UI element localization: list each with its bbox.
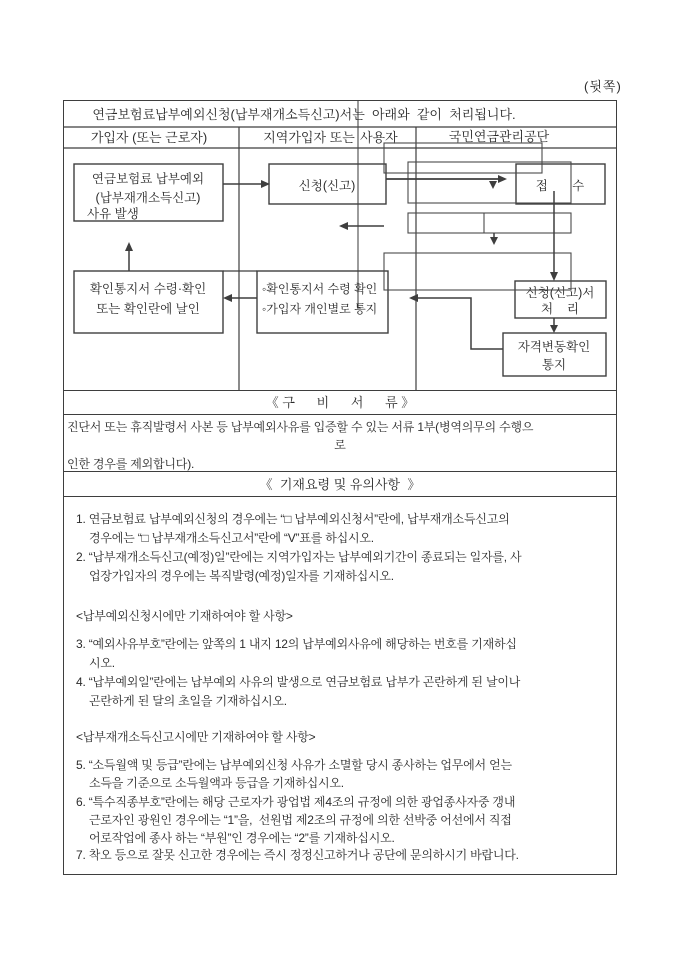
guideline-item-6-line2: 근로자인 광원인 경우에는 “1”을, 선원법 제2조의 규정에 의한 선박중 어선에서 직접 <box>89 813 512 827</box>
apply-label: 신청(신고) <box>298 179 356 193</box>
process-line1: 신청(신고)서 <box>525 286 595 300</box>
required-documents-heading: 《 구 비 서 류 》 <box>64 390 616 414</box>
flow-box-notice <box>257 271 388 333</box>
guideline-item-7-line1: 7. 착오 등으로 잘못 신고한 경우에는 즉시 정정신고하거나 공단에 문의하시기 바랍니다. <box>76 848 519 862</box>
column-header-insured: 가입자 (또는 근로자) <box>90 130 208 145</box>
guideline-item-6-line3: 어로작업에 종사 하는 “부원”인 경우에는 “2”를 기재하십시오. <box>89 831 395 845</box>
guideline-item-2-line1: 2. “납부재개소득신고(예정)일”란에는 지역가입자는 납부예외기간이 종료되는 일자를, 사 <box>76 550 522 564</box>
cause-line1: 연금보험료 납부예외 <box>91 172 205 186</box>
guidelines-body <box>64 496 616 875</box>
process-flowchart <box>64 101 616 390</box>
guideline-item-1-line1: 1. 연금보험료 납부예외신청의 경우에는 “□ 납부예외신청서”란에, 납부재개소득신고의 <box>76 512 510 526</box>
required-documents-line2: 로 <box>334 438 346 452</box>
required-documents-line3: 인한 경우를 제외합니다). <box>67 457 195 471</box>
flow-box-confirm <box>74 271 223 333</box>
arrow-apply-to-receive <box>386 175 507 189</box>
notice-line2: ◦가입자 개인별로 통지 <box>262 302 378 316</box>
guideline-item-6-line1: 6. “특수직종부호”란에는 해당 근로자가 광업법 제4조의 규정에 의한 광업종사자중 갱내 <box>76 795 516 809</box>
column-header-regional: 지역가입자 또는 <box>263 130 355 145</box>
guidelines-heading: 《 기재요령 및 유의사항 》 <box>64 471 616 496</box>
column-header-employer: 사용자 <box>360 130 398 145</box>
guideline-item-1-line2: 경우에는 “□ 납부재개소득신고서”란에 “V”표를 하십시오. <box>89 531 374 545</box>
column-header-corporation: 국민연금관리공단 <box>448 129 550 144</box>
process-line2: 처 리 <box>540 302 580 316</box>
flow-box-cause <box>74 164 223 221</box>
flow-box-receive <box>516 164 605 204</box>
page-side-label: (뒷쪽) <box>584 79 622 94</box>
artifact-rect-4 <box>384 253 571 290</box>
guideline-item-3-line1: 3. “예외사유부호”란에는 앞쪽의 1 내지 12의 납부예외사유에 해당하는 번호를 기재하십 <box>76 637 517 651</box>
flow-box-process <box>515 281 606 318</box>
change-line2: 통지 <box>541 358 567 372</box>
required-documents-body <box>64 414 616 471</box>
flow-box-apply <box>269 164 386 204</box>
cause-line2: (납부재개소득신고) <box>95 191 201 205</box>
flow-box-change-notice <box>503 333 606 376</box>
required-documents-line1: 진단서 또는 휴직발령서 사본 등 납부예외사유를 입증할 수 있는 서류 1부(병역의무의 수행으 <box>67 420 534 434</box>
arrow-change-to-notice <box>409 294 503 349</box>
arrow-confirm-up <box>125 242 133 271</box>
guideline-item-4-line1: 4. “납부예외일”란에는 납부예외 사유의 발생으로 연금보험료 납부가 곤란하게 된 날이나 <box>76 675 521 689</box>
artifact-rect-3 <box>408 213 571 233</box>
guideline-item-5-line1: 5. “소득월액 및 등급”란에는 납부예외신청 사유가 소멸할 당시 종사하는 업무에서 얻는 <box>76 758 512 772</box>
guideline-subheading-resume: <납부재개소득신고시에만 기재하여야 할 사항> <box>76 730 316 744</box>
confirm-line1: 확인통지서 수령·확인 <box>89 282 207 296</box>
arrow-notice-to-confirm <box>223 294 257 302</box>
guideline-item-5-line2: 소득을 기준으로 소득월액과 등급을 기재하십시오. <box>89 776 344 790</box>
arrow-cause-to-apply <box>223 180 270 188</box>
receive-label: 접 수 <box>535 179 585 193</box>
flowchart-title: 연금보험료납부예외신청(납부재개소득신고)서는 아래와 같이 처리됩니다. <box>92 107 516 122</box>
arrow-process-to-change <box>550 318 558 333</box>
arrow-corporation-to-left <box>339 222 384 230</box>
guideline-item-3-line2: 시오. <box>89 656 115 670</box>
cause-line3: 사유 발생 <box>87 207 139 221</box>
confirm-line2: 또는 확인란에 날인 <box>96 302 200 316</box>
guideline-item-2-line2: 업장가입자의 경우에는 복직발령(예정)일자를 기재하십시오. <box>89 569 394 583</box>
form-table <box>63 100 617 875</box>
change-line1: 자격변동확인 <box>517 340 591 354</box>
notice-line1: ◦확인통지서 수령 확인 <box>262 282 378 296</box>
guideline-subheading-exception: <납부예외신청시에만 기재하여야 할 사항> <box>76 609 293 623</box>
arrow-artifact-down <box>490 233 498 245</box>
guideline-item-4-line2: 곤란하게 된 달의 초일을 기재하십시오. <box>89 694 287 708</box>
